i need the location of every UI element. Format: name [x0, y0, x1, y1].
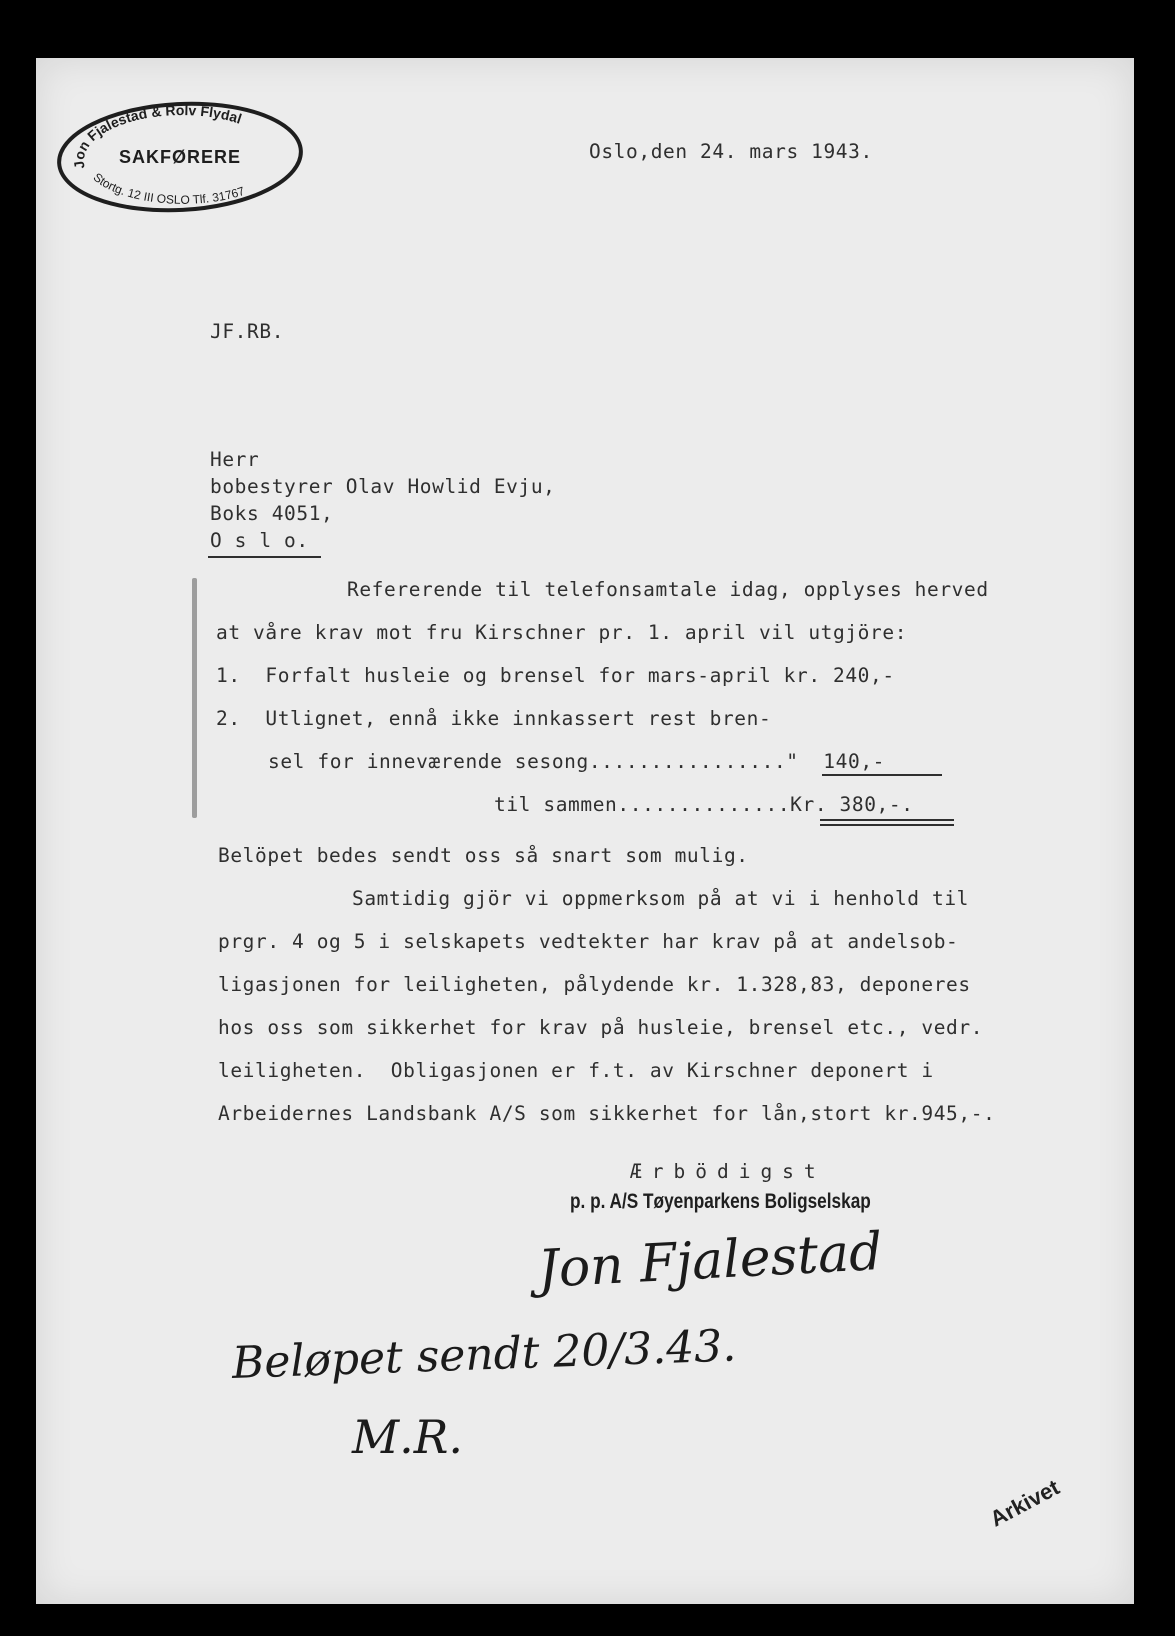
paragraph-3-line-3: ligasjonen for leiligheten, pålydende kr. 1.328,83, deponeres	[218, 973, 971, 996]
subtotal-underline	[822, 774, 942, 776]
signature: Jon Fjalestad	[536, 1222, 884, 1300]
city-underline	[208, 556, 321, 558]
total-underline-2	[820, 824, 954, 826]
archive-stamp: Arkivet	[985, 1474, 1064, 1532]
paragraph-3-line-5: leiligheten. Obligasjonen er f.t. av Kirschner deponert i	[218, 1059, 934, 1082]
svg-text:Stortg. 12 III OSLO Tlf. 31767	[91, 170, 247, 207]
handwritten-initials: M.R.	[352, 1410, 463, 1464]
company-imprint: p. p. A/S Tøyenparkens Boligselskap	[570, 1190, 871, 1213]
intro-line-2: at våre krav mot fru Kirschner pr. 1. april vil utgjöre:	[216, 621, 908, 644]
addressee-city: O s l o.	[210, 529, 309, 552]
law-firm-stamp	[55, 100, 305, 215]
paragraph-3-line-1: Samtidig gjör vi oppmerksom på at vi i henhold til	[352, 887, 969, 910]
closing-greeting: Ærbödigst	[630, 1160, 826, 1183]
paragraph-3-line-2: prgr. 4 og 5 i selskapets vedtekter har krav på at andelsob-	[218, 930, 959, 953]
item-2-line-1: 2. Utlignet, ennå ikke innkassert rest bren-	[216, 707, 772, 730]
paragraph-2: Belöpet bedes sendt oss så snart som mulig.	[218, 844, 749, 867]
item-1: 1. Forfalt husleie og brensel for mars-april kr. 240,-	[216, 664, 895, 687]
addressee-salutation: Herr	[210, 448, 260, 471]
intro-line-1: Refererende til telefonsamtale idag, opplyses herved	[347, 578, 989, 601]
reference-initials: JF.RB.	[210, 320, 285, 343]
paragraph-3-line-4: hos oss som sikkerhet for krav på husleie, brensel etc., vedr.	[218, 1016, 984, 1039]
pencil-margin-mark	[192, 578, 197, 818]
total-line: til sammen..............Kr. 380,-.	[494, 793, 914, 816]
stamp-title: SAKFØRERE	[118, 147, 242, 167]
stamp-oval-icon	[55, 100, 305, 215]
addressee-box: Boks 4051,	[210, 502, 334, 525]
total-underline-1	[820, 819, 954, 821]
paragraph-3-line-6: Arbeidernes Landsbank A/S som sikkerhet for lån,stort kr.945,-.	[218, 1102, 996, 1125]
item-2-line-2: sel for inneværende sesong................" 140,-	[268, 750, 885, 773]
date-line: Oslo,den 24. mars 1943.	[589, 140, 873, 163]
stamp-bottom-text: Stortg. 12 III OSLO Tlf. 31767	[90, 170, 247, 207]
handwritten-payment-note: Beløpet sendt 20/3.43.	[231, 1320, 737, 1389]
stamp-top-text: Jon Fjalestad & Rolv Flydal	[70, 102, 244, 170]
addressee-name: bobestyrer Olav Howlid Evju,	[210, 475, 556, 498]
